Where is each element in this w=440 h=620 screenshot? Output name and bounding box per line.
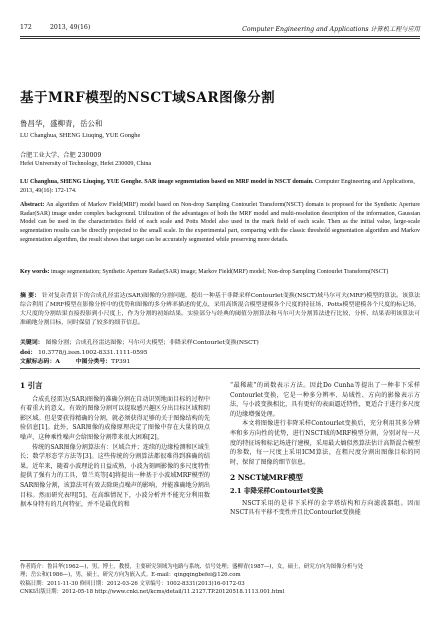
section-heading-2: 2 NSCT域MRF模型 <box>230 473 303 483</box>
abstract-chinese <box>20 291 420 328</box>
doi-line <box>20 347 420 356</box>
page-number: 172 <box>20 24 32 31</box>
right-paragraph-3: NSCT采用的是非下采样的金字塔结构和方向滤波器组。因而NSCT具有平移不变性并且比Contourlet变换能 <box>230 499 420 517</box>
doi-label: doi： <box>20 349 37 356</box>
volume-issue: 2013, 49(16) <box>50 24 91 31</box>
clc-value: TP391 <box>111 359 131 365</box>
right-paragraph-2: 本文将图像进行非降采样Contourlet变换后，充分利用其多分辨率和多方向性的优势，进行NSCT域的MRF模型分割，分别对每一尺度的特征场和标记场进行建模，采用最大熵似然算法估计高斯混合模型的参数，每一尺度上采用ICM算法，在粗尺度分割出图像目标的同时，保留了图像的细节信息。 <box>230 420 420 466</box>
citation-lead: LU Changhua, SHENG Liuqing, YUE Gonghe. SAR image segmentation based on MRF model in NSCT domain. <box>20 179 314 185</box>
header-rule <box>20 36 420 37</box>
doi-value: 10.3778/j.issn.1002-8331.1111-0595 <box>38 350 148 356</box>
clc-label: 中图分类号： <box>75 358 112 365</box>
footnotes <box>20 563 420 596</box>
classification-line <box>20 356 420 365</box>
intro-paragraph-2: 传统的SAR图像分割算法有：区域合并；连续的边缘检测和区域生长；数学形态学方法等[3]。这些传统的分割算法都很难得到准确的结果。近年来，随着小波理论的日益成熟，小波为刻画影像的多尺度特性提供了强有力的工具，曾兰英等[4]将提出一种基于小波域MRF模型的SAR图像分割，该算法可有效去除斑点噪声的影响，并能准确地分割出目标。然而研究表明[5]，在高维情况下，小波分析并不能充分利用数据本身特有的几何特征，并不是最优的和 <box>20 443 210 509</box>
citation-rest: Computer Engineering and Applications, 2013, 49(16): 172-174. <box>20 179 415 194</box>
abstract-english-text: An algorithm of Markov Field(MRF) model based on Non-drop Sampling Contourlet Transform(NSCT) domain is proposed for the Synthetic Aperture Radar(SAR) image under complex background. Utilization of the advantages of both the MRF model and multi-resolution description of the information, Gaussian Model can be used in the characteristics field of each scale and Potts Model also used in the mark field of each scale. Then as the initial value, large-scale segmentation results can be directly projected to the small scale. In the experimental part, comparing with the classic threshold segmentation algorithm and Markov segmentation algorithm, the result shows that target can be accurately segmented while preserving more details. <box>20 202 420 243</box>
section-heading-intro: 1 引言 <box>20 381 43 390</box>
keywords-english <box>20 268 420 277</box>
citation <box>20 178 420 196</box>
column-left <box>20 381 210 510</box>
footnote-author-2: 理；岳公和(1986—)，男，硕士，研究方向为嵌入式。E-mail：qingqingbefei@126.com <box>20 572 241 579</box>
right-paragraph-1: “最稀疏”的函数表示方法。因此Do Cunha等提出了一种非下采样Contourlet变换，它是一种多分辨率、局域性、方向的影像表示方法，与小波变换相比，具有更好的表面逼近特性，更适合于进行多尺度的边缘增强处理。 <box>230 382 420 418</box>
keywords-english-text: image segmentation; Synthetic Aperture Radar(SAR) image; Markov Field(MRF) model; Non-drop Sampling Contourlet Transform(NSCT) <box>51 269 389 275</box>
affiliation-english: Hefei University of Technology, Hefei 230009, China <box>20 161 152 167</box>
column-right <box>230 381 420 518</box>
affiliation-chinese: 合肥工业大学，合肥 230009 <box>20 152 102 159</box>
abstract-english <box>20 201 420 245</box>
abstract-chinese-text: 针对复杂背景下的合成孔径雷达(SAR)图像的分割问题，提出一种基于非降采样Contourlet变换(NSCT)域马尔可夫(MRF)模型的算法。该算法综合利用了MRF模型在影像分析中的优势和图像的多分辨率描述的优点，采用高斯混合模型建模各个尺度的特征场，Potts模型建模各个尺度的标记场，大尺度的分割结果直接投影到小尺度上，作为分割的初始结果。实验部分与经典的阈值分割算法和马尔可夫分割算法进行比较，分析、结果表明该算法可准确地分割目标，同时保留了较多的细节信息。 <box>20 293 420 326</box>
running-header <box>20 22 420 34</box>
clc-number <box>76 359 144 365</box>
document-code-value: A <box>55 358 60 365</box>
paper-title: 基于MRF模型的NSCT域SAR图像分割 <box>20 90 276 106</box>
authors-english: LU Changhua, SHENG Liuqing, YUE Gonghe <box>20 132 141 139</box>
subsection-heading-2-1: 2.1 非降采样Contourlet变换 <box>230 486 324 495</box>
footnote-rule <box>20 560 120 561</box>
footnote-cnki: CNKI出版日期：2012-05-18 http://www.cnki.net/kcms/detail/11.2127.TP.20120518.1113.001.html <box>20 588 285 595</box>
header-rule-thin <box>20 38 420 39</box>
authors-chinese: 鲁昌华，盛柳青，岳公和 <box>20 119 103 128</box>
document-code-label: 文献标志码： <box>20 358 56 365</box>
footnote-dates: 收稿日期：2011-11-30 修回日期：2012-03-26 文章编号：1002-8331(2013)16-0172-03 <box>20 580 245 587</box>
abstract-english-label: Abstract: <box>20 202 45 208</box>
keywords-english-label: Key words: <box>20 269 50 275</box>
abstract-chinese-label: 摘 要： <box>20 292 41 299</box>
section-rule <box>20 368 420 369</box>
footnote-author-1: 作者简介：鲁昌华(1962—)，男，博士，教授，主要研究领域为电路与系统、信号处理；盛柳青(1987—)，女，硕士，研究方向为图像分析与处 <box>20 564 364 570</box>
keywords-chinese-label: 关键词： <box>20 339 44 346</box>
journal-name: Computer Engineering and Applications 计算机工程与应用 <box>242 26 420 33</box>
intro-paragraph-1: 合成孔径雷达(SAR)图像的准确分割在自动识别地面目标的过程中有着重大的意义。有效的图像分割可以提取感兴趣区分出目标区域和阴影区域。但是要获得精确的分割，就必须获得足够的关于图像结构的先验信息[1]。此外，SAR图像的成像原理决定了图像中存在大量的斑点噪声，这种乘性噪声会给图像分割带来很大困难[2]。 <box>20 395 210 441</box>
keywords-chinese-text: 图像分割；合成孔径雷达图像；马尔可夫模型；非降采样Contourlet变换(NSCT) <box>45 340 259 346</box>
document-code <box>20 359 60 365</box>
keywords-chinese <box>20 337 420 346</box>
